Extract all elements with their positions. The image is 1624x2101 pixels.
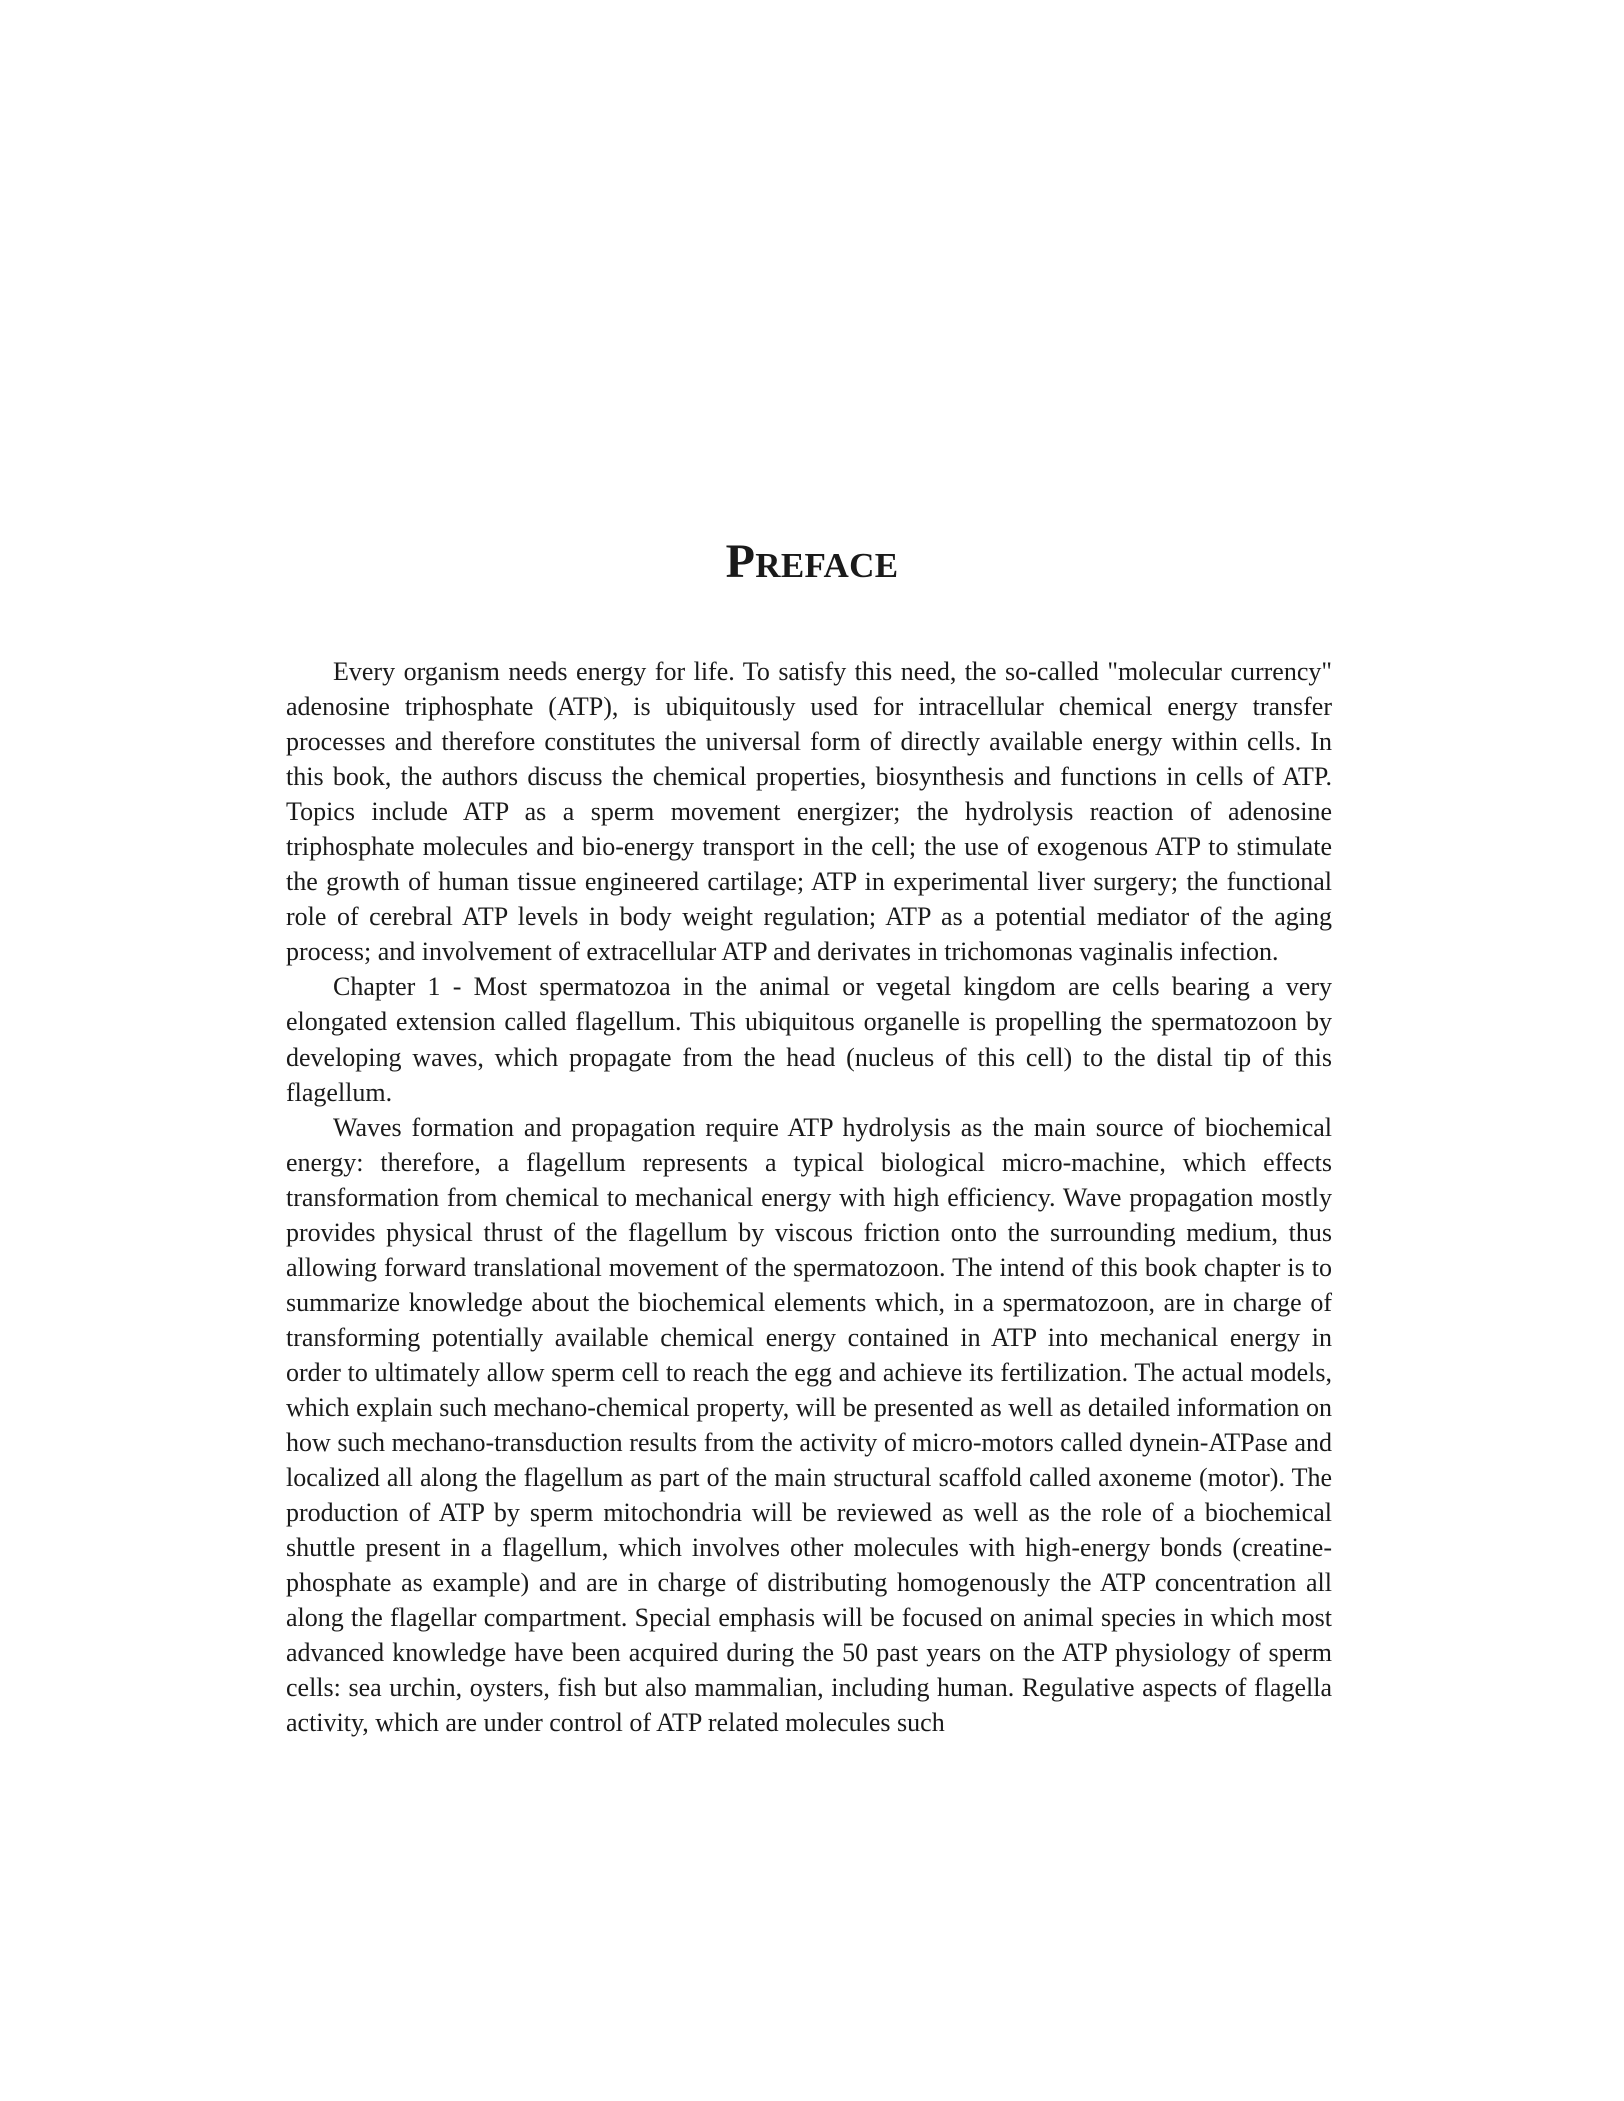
paragraph-chapter-1: Chapter 1 - Most spermatozoa in the animal or vegetal kingdom are cells bearing a very elongated extension called flagellum. This ubiquitous organelle is propelling the spermatozoon by developing waves, which propagate from the head (nucleus of this cell) to the distal tip of this flagellum. xyxy=(286,972,1332,1107)
paragraph-waves: Waves formation and propagation require ATP hydrolysis as the main source of biochemical energy: therefore, a flagellum represents a typical biological micro-machine, which effects transformation from chemical to mechanical energy with high efficiency. Wave propagation mostly provides physical thrust of the flagellum by viscous friction onto the surrounding medium, thus allowing forward translational movement of the spermatozoon. The intend of this book chapter is to summarize knowledge about the biochemical elements which, in a spermatozoon, are in charge of transforming potentially available chemical energy contained in ATP into mechanical energy in order to ultimately allow sperm cell to reach the egg and achieve its fertilization. The actual models, which explain such mechano-chemical property, will be presented as well as detailed information on how such mechano-transduction results from the activity of micro-motors called dynein-ATPase and localized all along the flagellum as part of the main structural scaffold called axoneme (motor). The production of ATP by sperm mitochondria will be reviewed as well as the role of a biochemical shuttle present in a flagellum, which involves other molecules with high-energy bonds (creatine-phosphate as example) and are in charge of distributing homogenously the ATP concentration all along the flagellar compartment. Special emphasis will be focused on animal species in which most advanced knowledge have been acquired during the 50 past years on the ATP physiology of sperm cells: sea urchin, oysters, fish but also mammalian, including human. Regulative aspects of flagella activity, which are under control of ATP related molecules such xyxy=(286,1112,1332,1738)
page-title-rest: REFACE xyxy=(755,546,899,585)
page-title-initial: P xyxy=(725,535,756,588)
paragraph-intro: Every organism needs energy for life. To satisfy this need, the so-called "molecular currency" adenosine triphosphate (ATP), is ubiquitously used for intracellular chemical energy transfer processes and therefore constitutes the universal form of directly available energy within cells. In this book, the authors discuss the chemical properties, biosynthesis and functions in cells of ATP. Topics include ATP as a sperm movement energizer; the hydrolysis reaction of adenosine triphosphate molecules and bio-energy transport in the cell; the use of exogenous ATP to stimulate the growth of human tissue engineered cartilage; ATP in experimental liver surgery; the functional role of cerebral ATP levels in body weight regulation; ATP as a potential mediator of the aging process; and involvement of extracellular ATP and derivates in trichomonas vaginalis infection. xyxy=(286,657,1332,967)
preface-body xyxy=(286,654,1332,1740)
page-title xyxy=(0,522,1624,606)
